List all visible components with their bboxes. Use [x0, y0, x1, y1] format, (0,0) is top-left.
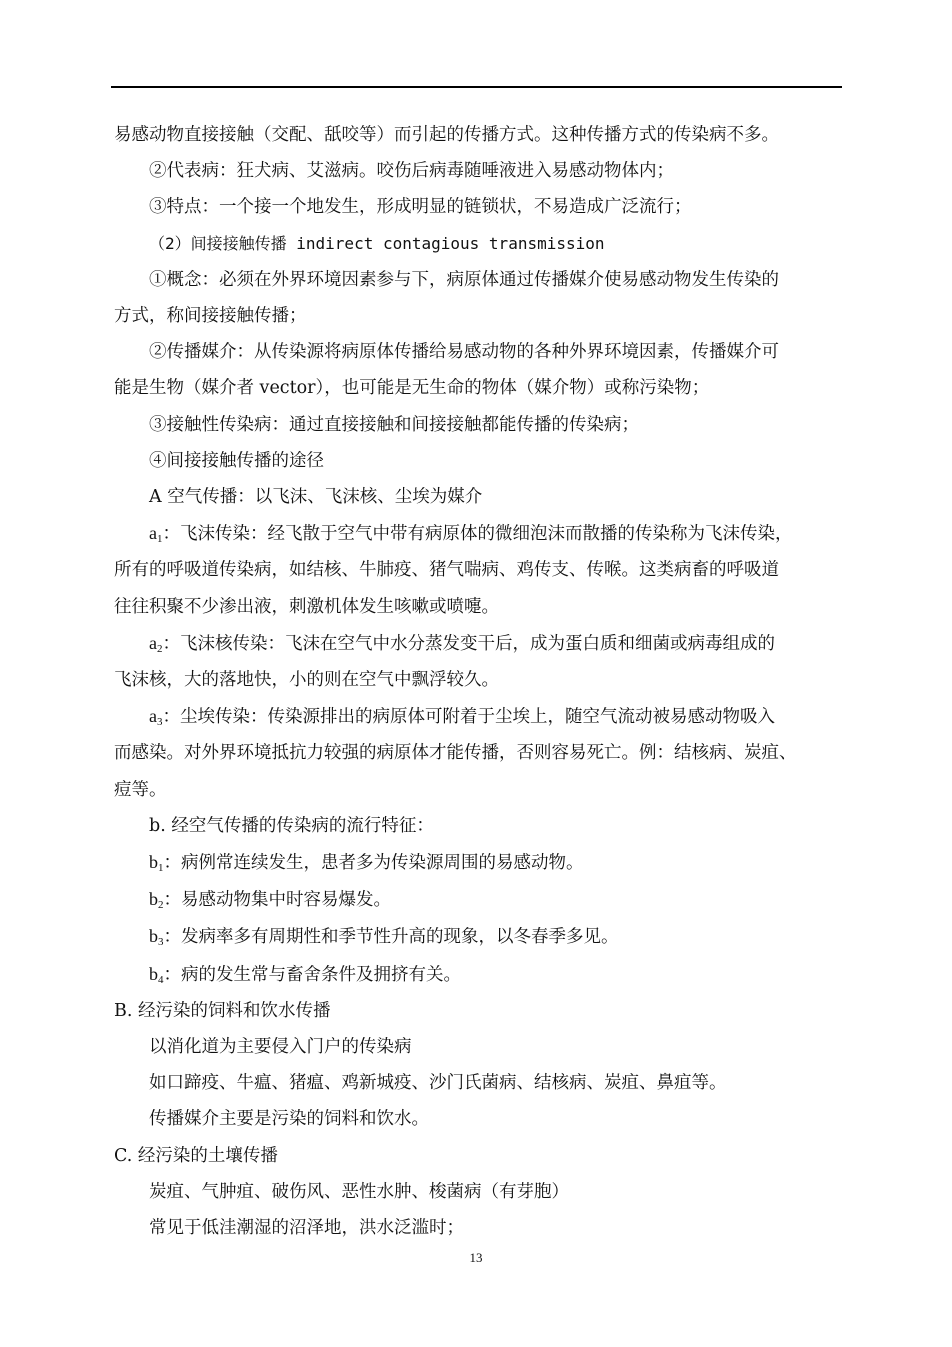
item-a3 — [114, 698, 842, 735]
text-line: 常见于低洼潮湿的沼泽地，洪水泛滥时； — [149, 1218, 464, 1239]
item-a2-text: ：飞沫核传染：飞沫在空气中水分蒸发变干后，成为蛋白质和细菌或病毒组成的 — [162, 633, 775, 654]
section-heading — [114, 226, 842, 262]
section-heading: C. 经污染的土壤传播 — [114, 1145, 278, 1166]
text-line: 易感动物直接接触（交配、舐咬等）而引起的传播方式。这种传播方式的传染病不多。 — [114, 125, 779, 145]
text-line: ②传播媒介：从传染源将病原体传播给易感动物的各种外界环境因素，传播媒介可 — [149, 342, 779, 363]
text-line: 如口蹄疫、牛瘟、猪瘟、鸡新城疫、沙门氏菌病、结核病、炭疽、鼻疽等。 — [149, 1073, 727, 1094]
text-line: ①概念：必须在外界环境因素参与下，病原体通过传播媒介使易感动物发生传染的 — [149, 269, 779, 290]
item-b2 — [114, 881, 842, 918]
item-b2-text: ：易感动物集中时容易爆发。 — [163, 890, 391, 911]
text-line: ④间接接触传播的途径 — [149, 450, 324, 471]
item-b1 — [114, 844, 842, 881]
marker-a1: $a_1$ — [149, 523, 163, 546]
text-line: 所有的呼吸道传染病，如结核、牛肺疫、猪气喘病、鸡传支、传喉。这类病畜的呼吸道 — [114, 560, 779, 581]
marker-b3: $b_3$ — [149, 926, 164, 949]
item-a2 — [114, 625, 842, 662]
item-a3-text: ：尘埃传染：传染源排出的病原体可附着于尘埃上，随空气流动被易感动物吸入 — [162, 707, 775, 728]
text-line: 炭疽、气肿疽、破伤风、恶性水肿、梭菌病（有芽胞） — [149, 1181, 569, 1202]
page-number: 13 — [469, 1250, 483, 1265]
header-rule — [111, 86, 842, 88]
text-line: 能是生物（媒介者 vector），也可能是无生命的物体（媒介物）或称污染物； — [114, 378, 710, 399]
item-b4 — [114, 956, 842, 993]
marker-b4: $b_4$ — [149, 963, 164, 986]
text-line: 痘等。 — [114, 779, 167, 800]
section-heading-text: （2）间接接触传播 indirect contagious transmission — [149, 233, 605, 253]
text-line: 而感染。对外界环境抵抗力较强的病原体才能传播，否则容易死亡。例：结核病、炭疽、 — [114, 743, 797, 764]
text-line: 传播媒介主要是污染的饲料和饮水。 — [149, 1109, 429, 1130]
item-b3-text: ：发病率多有周期性和季节性升高的现象，以冬春季多见。 — [163, 927, 619, 948]
text-line: A 空气传播：以飞沫、飞沫核、尘埃为媒介 — [149, 487, 483, 508]
item-a1-text: ：飞沫传染：经飞散于空气中带有病原体的微细泡沫而散播的传染称为飞沫传染， — [162, 524, 793, 545]
item-b4-text: ：病的发生常与畜舍条件及拥挤有关。 — [163, 964, 461, 985]
marker-b2: $b_2$ — [149, 889, 164, 912]
item-a1 — [114, 515, 842, 552]
text-line: 以消化道为主要侵入门户的传染病 — [149, 1037, 412, 1058]
item-b1-text: ：病例常连续发生，患者多为传染源周围的易感动物。 — [163, 853, 584, 874]
text-line: 往往积聚不少渗出液，刺激机体发生咳嗽或喷嚏。 — [114, 596, 499, 617]
text-line: 方式，称间接接触传播； — [114, 306, 307, 327]
marker-a2: $a_2$ — [149, 632, 163, 655]
text-line: ③接触性传染病：通过直接接触和间接接触都能传播的传染病； — [149, 414, 639, 435]
item-b3 — [114, 918, 842, 955]
section-heading: B. 经污染的饲料和饮水传播 — [114, 1000, 331, 1021]
page-body — [114, 117, 842, 1246]
text-line: 飞沫核，大的落地快，小的则在空气中飘浮较久。 — [114, 670, 499, 691]
marker-a3: $a_3$ — [149, 706, 163, 729]
text-line: b. 经空气传播的传染病的流行特征： — [149, 815, 434, 836]
text-line: ②代表病：狂犬病、艾滋病。咬伤后病毒随唾液进入易感动物体内； — [149, 161, 674, 182]
text-line: ③特点：一个接一个地发生，形成明显的链锁状，不易造成广泛流行； — [149, 197, 692, 218]
marker-b1: $b_1$ — [149, 852, 164, 875]
